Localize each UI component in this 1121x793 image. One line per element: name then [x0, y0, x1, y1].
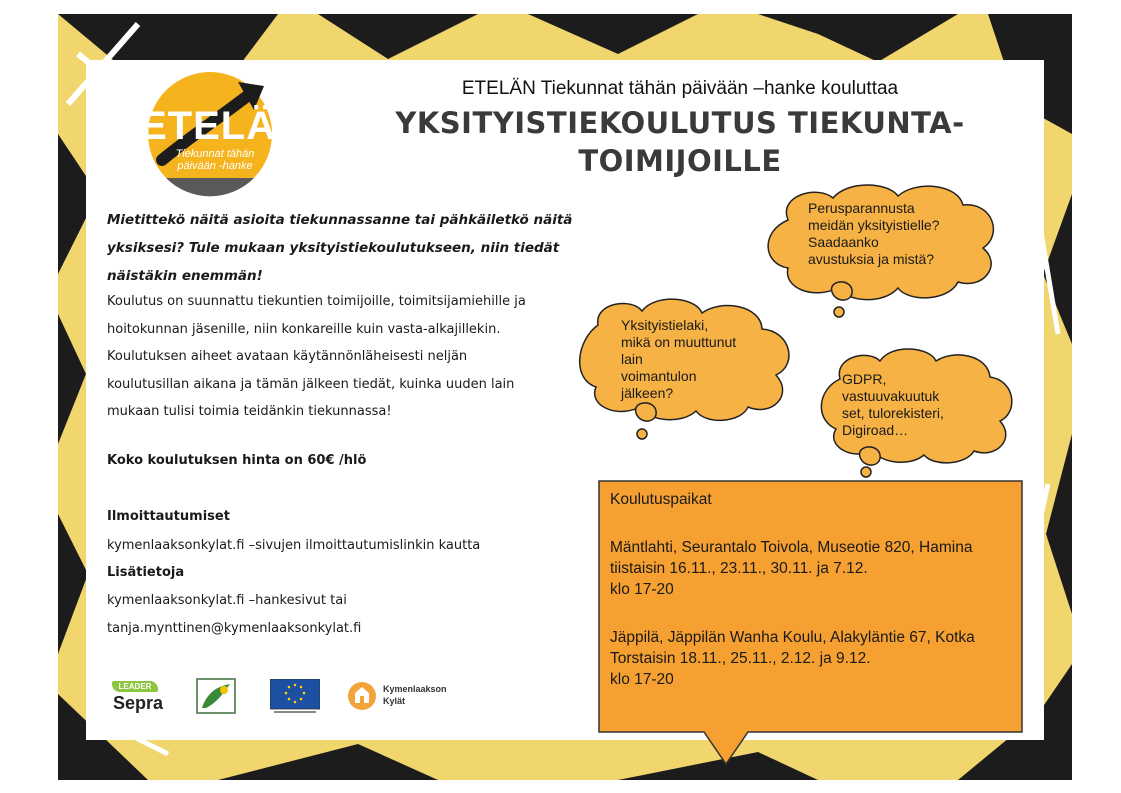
cloud-text-line: voimantulon	[621, 368, 697, 384]
kylat-text-line: Kymenlaakson	[383, 684, 447, 694]
intro-question	[107, 206, 577, 290]
logo-word: ETELÄN	[140, 104, 306, 148]
cloud-1-text	[808, 200, 958, 268]
cloud-text-line: meidän yksityistielle?	[808, 217, 940, 233]
cloud-text-line: Yksityistielaki,	[621, 317, 709, 333]
kylat-text-line: Kylät	[383, 696, 406, 706]
rural-development-logo	[196, 678, 236, 714]
cloud-text-line: avustuksia ja mistä?	[808, 251, 935, 267]
intro-description-line: hoitokunnan jäsenille, niin konkareille kuin vasta-alkajillekin.	[107, 321, 501, 337]
cloud-text-line: Digiroad…	[842, 422, 909, 438]
intro-question-line: yksiksesi? Tule mukaan yksityistiekoulutukseen, niin tiedät	[107, 240, 560, 256]
kymenlaakson-kylat-icon	[347, 681, 377, 711]
intro-description-line: Koulutus on suunnattu tiekuntien toimijoille, toimitsijamiehille ja	[107, 294, 526, 309]
cloud-text-line: mikä on muuttunut	[621, 334, 737, 350]
price-text: Koko koulutuksen hinta on 60€ /hlö	[107, 453, 367, 468]
cloud-3-text	[842, 371, 962, 439]
intro-question-line: näistäkin enemmän!	[107, 268, 263, 284]
info-text: kymenlaaksonkylat.fi –hankesivut tai	[107, 593, 347, 608]
cloud-text-line: lain	[621, 351, 643, 367]
location-2-time: klo 17-20	[610, 671, 674, 688]
locations-heading: Koulutuspaikat	[610, 491, 712, 508]
page-title-line: YKSITYISTIEKOULUTUS TIEKUNTA-	[395, 106, 965, 140]
page-subtitle: ETELÄN Tiekunnat tähän päivään –hanke kouluttaa	[461, 78, 899, 99]
logo-tagline-line: Tiekunnat tähän	[175, 148, 255, 160]
location-2-place: Jäppilä, Jäppilän Wanha Koulu, Alakyläntie 67, Kotka	[610, 629, 975, 646]
page-title-line: TOIMIJOILLE	[578, 144, 782, 178]
cloud-text-line: Saadaanko	[808, 234, 879, 250]
cloud-text-line: set, tulorekisteri,	[842, 405, 944, 421]
intro-description-line: Koulutuksen aiheet avataan käytännönläheisesti neljän	[107, 349, 468, 364]
logo-tagline	[160, 148, 270, 172]
leader-badge: LEADER	[112, 681, 158, 692]
registration-text: kymenlaaksonkylat.fi –sivujen ilmoittautumislinkin kautta	[107, 538, 481, 553]
intro-description-line: koulutusillan aikana ja tämän jälkeen tiedät, kuinka uuden lain	[107, 376, 515, 392]
eu-flag-icon	[270, 679, 320, 715]
info-heading: Lisätietoja	[107, 565, 185, 580]
cloud-text-line: GDPR,	[842, 371, 887, 387]
sepra-logo: Sepra	[113, 693, 164, 713]
location-2-dates: Torstaisin 18.11., 25.11., 2.12. ja 9.12.	[610, 650, 871, 667]
cloud-text-line: vastuuvakuutuk	[842, 388, 940, 404]
intro-question-line: Mietittekö näitä asioita tiekunnassanne tai pähkäiletkö näitä	[107, 212, 573, 228]
intro-description	[107, 288, 577, 426]
logo-tagline-line: päivään -hanke	[177, 160, 253, 172]
cloud-text-line: jälkeen?	[621, 385, 674, 401]
location-1-dates: tiistaisin 16.11., 23.11., 30.11. ja 7.12.	[610, 560, 868, 577]
cloud-2-text	[621, 317, 761, 402]
location-1-time: klo 17-20	[610, 581, 674, 598]
page-title	[340, 104, 1020, 180]
location-1-place: Mäntlahti, Seurantalo Toivola, Museotie 820, Hamina	[610, 539, 973, 556]
locations-box	[598, 480, 1026, 770]
cloud-text-line: Perusparannusta	[808, 200, 915, 216]
registration-heading: Ilmoittautumiset	[107, 509, 230, 524]
kymenlaakson-kylat-text	[383, 683, 453, 707]
intro-description-line: mukaan tulisi toimia teidänkin tiekunnassa!	[107, 404, 392, 419]
info-email: tanja.mynttinen@kymenlaaksonkylat.fi	[107, 621, 362, 636]
